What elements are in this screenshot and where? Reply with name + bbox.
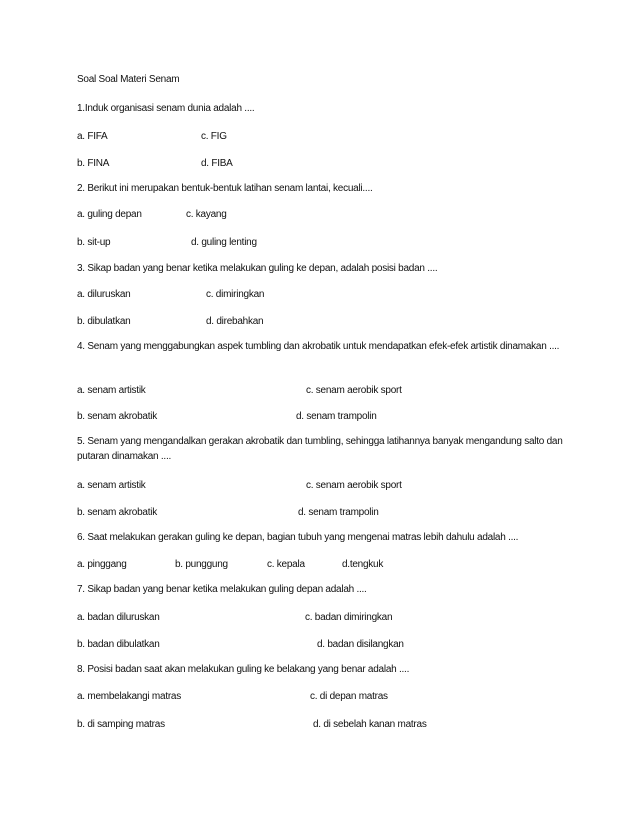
q4-option-a: a. senam artistik [77,385,146,396]
q4-option-b: b. senam akrobatik [77,411,157,422]
question-7: 7. Sikap badan yang benar ketika melakukan guling depan adalah .... [77,584,367,595]
q4-option-c: c. senam aerobik sport [306,385,402,396]
q7-option-b: b. badan dibulatkan [77,639,160,650]
q8-option-d: d. di sebelah kanan matras [313,719,427,730]
q7-option-a: a. badan diluruskan [77,612,160,623]
q4-option-d: d. senam trampolin [296,411,377,422]
question-6: 6. Saat melakukan gerakan guling ke depan, bagian tubuh yang mengenai matras lebih dahulu adalah .... [77,532,519,543]
question-1: 1.Induk organisasi senam dunia adalah .... [77,103,255,114]
q5-option-b: b. senam akrobatik [77,507,157,518]
question-4: 4. Senam yang menggabungkan aspek tumbling dan akrobatik untuk mendapatkan efek-efek artistik dinamakan .... [77,341,560,352]
q8-option-a: a. membelakangi matras [77,691,181,702]
q1-option-c: c. FIG [201,131,227,142]
q3-option-a: a. diluruskan [77,289,131,300]
question-3: 3. Sikap badan yang benar ketika melakukan guling ke depan, adalah posisi badan .... [77,263,438,274]
q6-option-d: d.tengkuk [342,559,384,570]
q8-option-b: b. di samping matras [77,719,165,730]
q3-option-c: c. dimiringkan [206,289,265,300]
question-8: 8. Posisi badan saat akan melakukan guling ke belakang yang benar adalah .... [77,664,410,675]
q3-option-d: d. direbahkan [206,316,264,327]
q6-option-a: a. pinggang [77,559,127,570]
q2-option-a: a. guling depan [77,209,142,220]
document-title: Soal Soal Materi Senam [77,74,180,85]
question-5: 5. Senam yang mengandalkan gerakan akrobatik dan tumbling, sehingga latihannya banyak mengandung salto dan putaran dinamakan .... [77,436,563,462]
q7-option-c: c. badan dimiringkan [305,612,393,623]
q5-option-a: a. senam artistik [77,480,146,491]
q1-option-a: a. FIFA [77,131,108,142]
q6-option-c: c. kepala [267,559,305,570]
q2-option-b: b. sit-up [77,237,111,248]
q6-option-b: b. punggung [175,559,228,570]
q7-option-d: d. badan disilangkan [317,639,404,650]
q2-option-c: c. kayang [186,209,227,220]
q8-option-c: c. di depan matras [310,691,388,702]
q2-option-d: d. guling lenting [191,237,257,248]
q5-option-c: c. senam aerobik sport [306,480,402,491]
q1-option-d: d. FIBA [201,158,233,169]
q5-option-d: d. senam trampolin [298,507,379,518]
q3-option-b: b. dibulatkan [77,316,131,327]
question-2: 2. Berikut ini merupakan bentuk-bentuk latihan senam lantai, kecuali.... [77,183,373,194]
q1-option-b: b. FINA [77,158,110,169]
